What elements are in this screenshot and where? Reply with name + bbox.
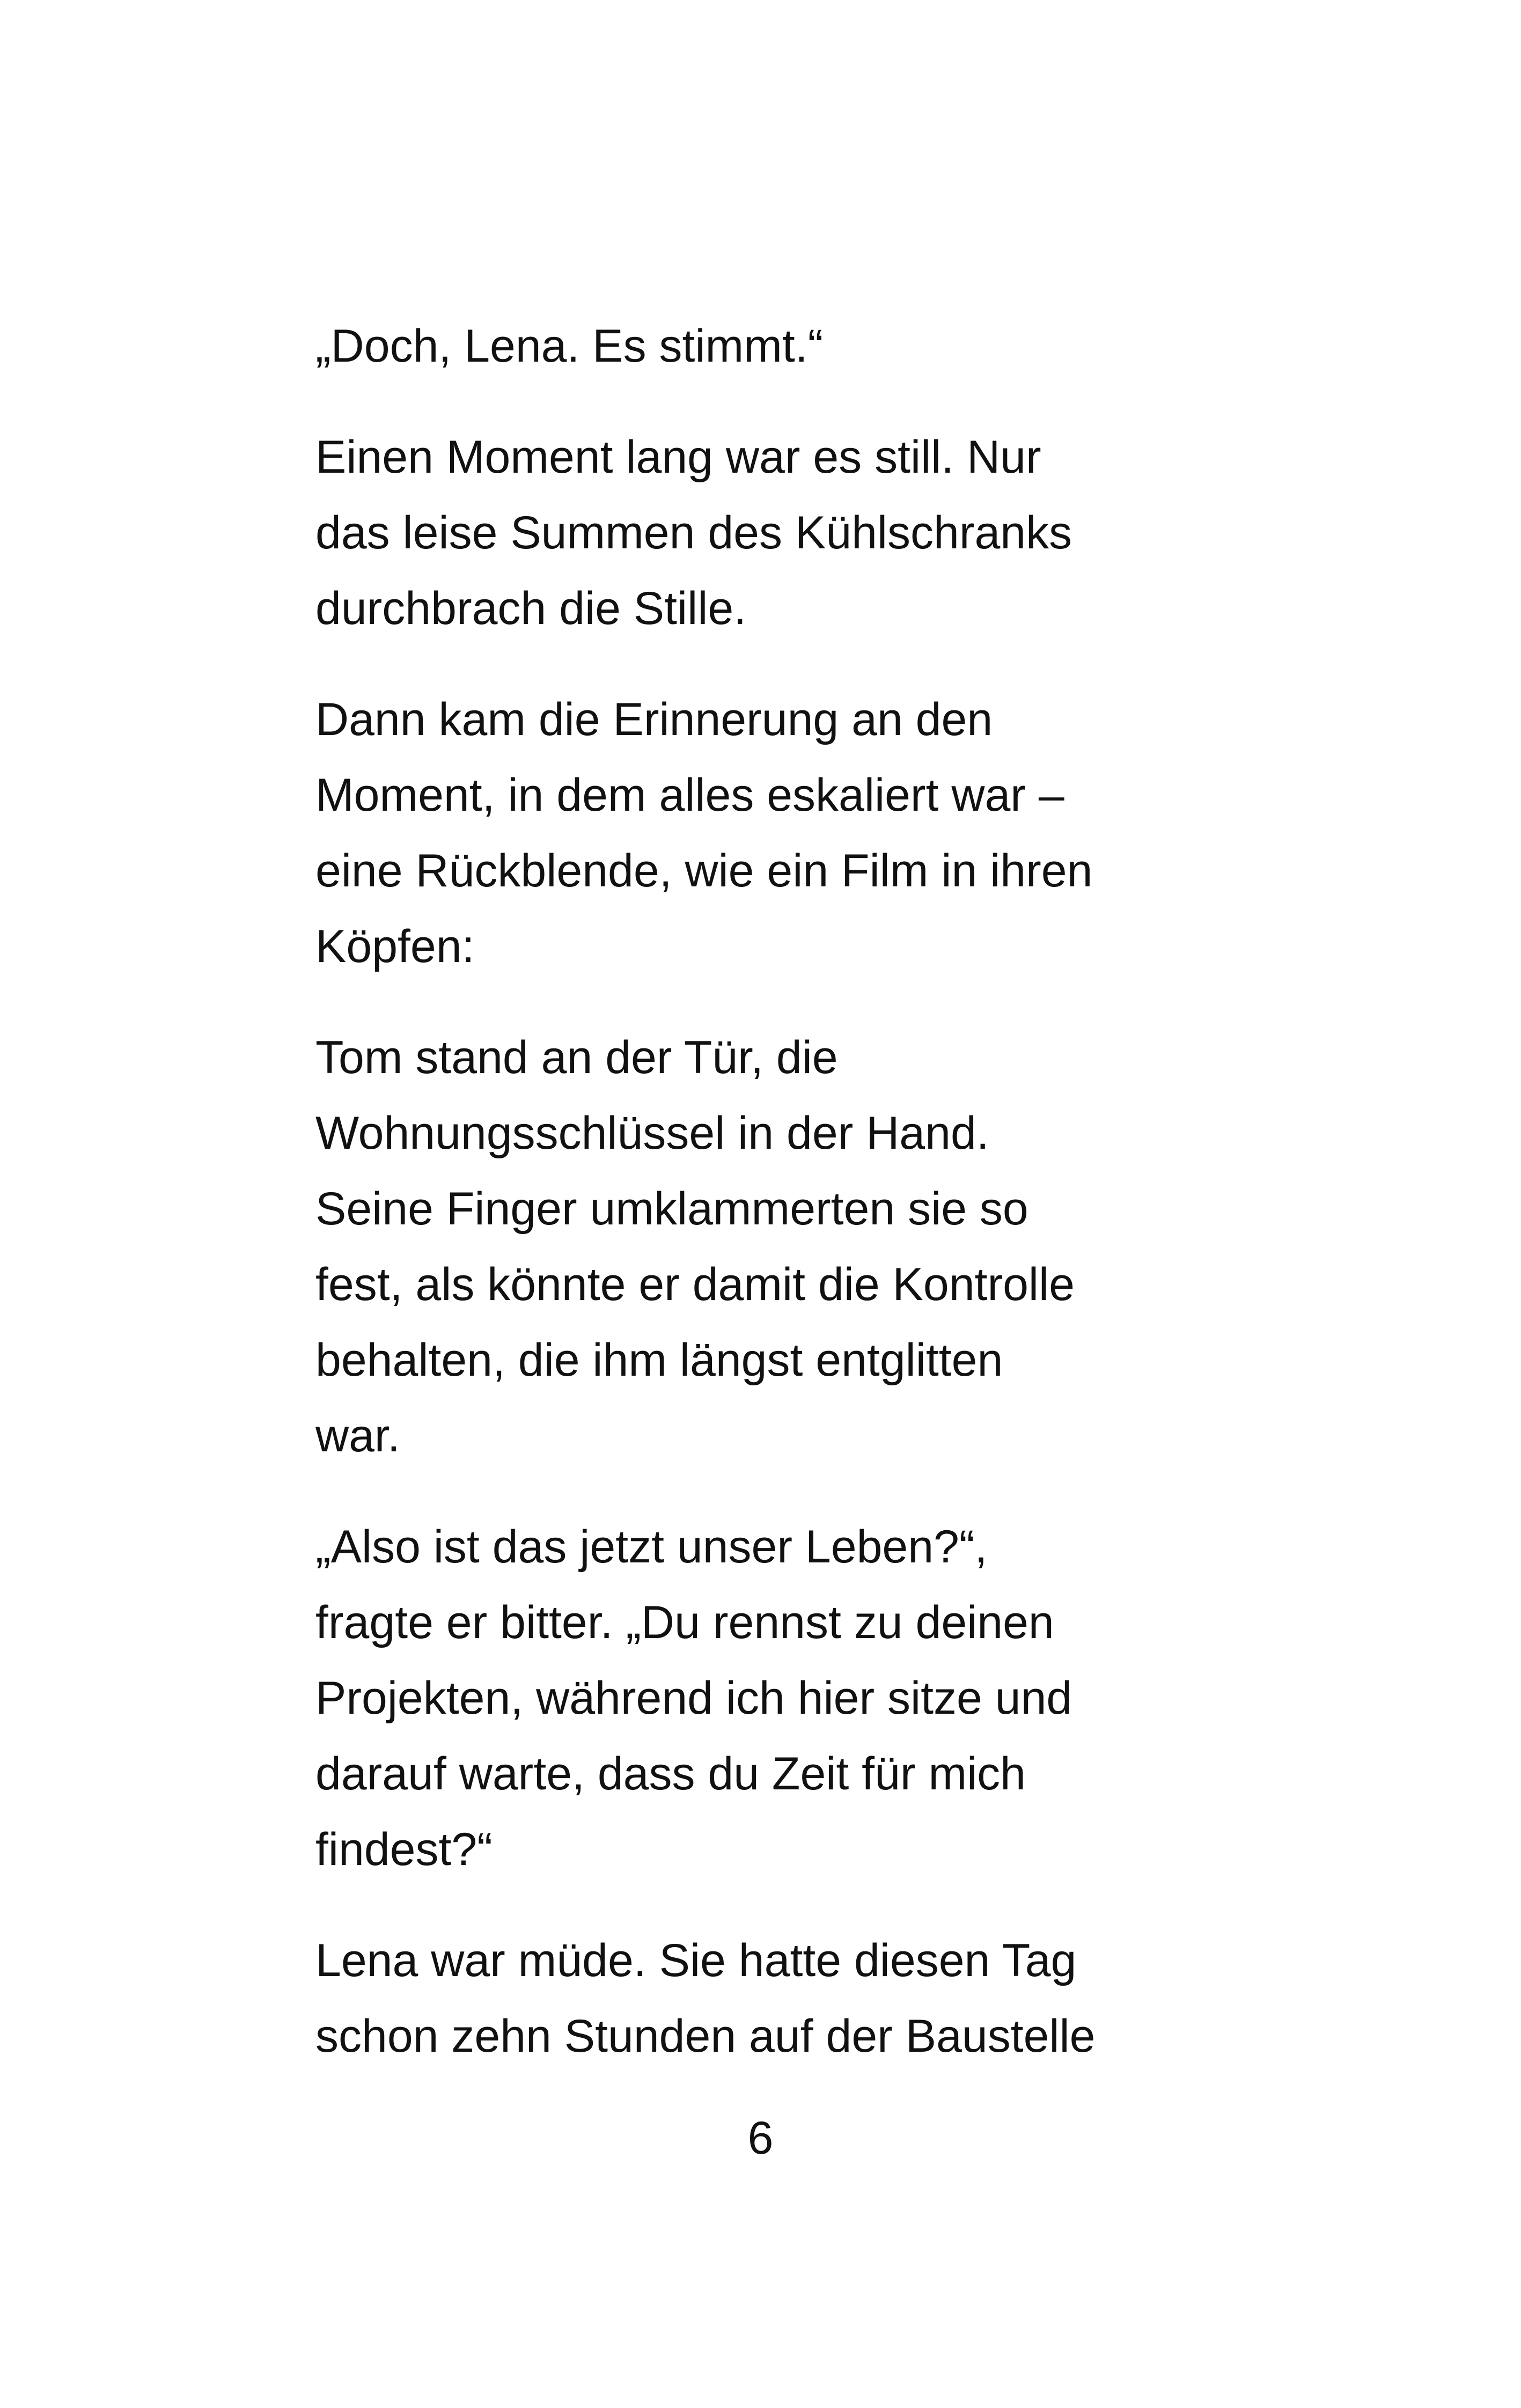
paragraph-tom-dialogue: „Also ist das jetzt unser Leben?“, fragte er bitter. „Du rennst zu deinen Projekten, während ich hier sitze und darauf warte, dass du Zeit für mich findest?“ [315, 1521, 1072, 1875]
paragraph-silence: Einen Moment lang war es still. Nur das leise Summen des Kühlschranks durchbrach die Stille. [315, 431, 1072, 634]
paragraph-flashback-intro: Dann kam die Erinnerung an den Moment, in dem alles eskaliert war – eine Rückblende, wie ein Film in ihren Köpfen: [315, 694, 1093, 972]
page-body [315, 309, 1228, 2110]
paragraph-tom-at-door: Tom stand an der Tür, die Wohnungsschlüssel in der Hand. Seine Finger umklammerten sie so fest, als könnte er damit die Kontrolle behalten, die ihm längst entglitten war. [315, 1032, 1075, 1462]
page-number: 6 [747, 2112, 774, 2164]
paragraph-dialogue-lena: „Doch, Lena. Es stimmt.“ [315, 320, 824, 372]
paragraph-lena-tired: Lena war müde. Sie hatte diesen Tag schon zehn Stunden auf der Baustelle [315, 1935, 1096, 2062]
